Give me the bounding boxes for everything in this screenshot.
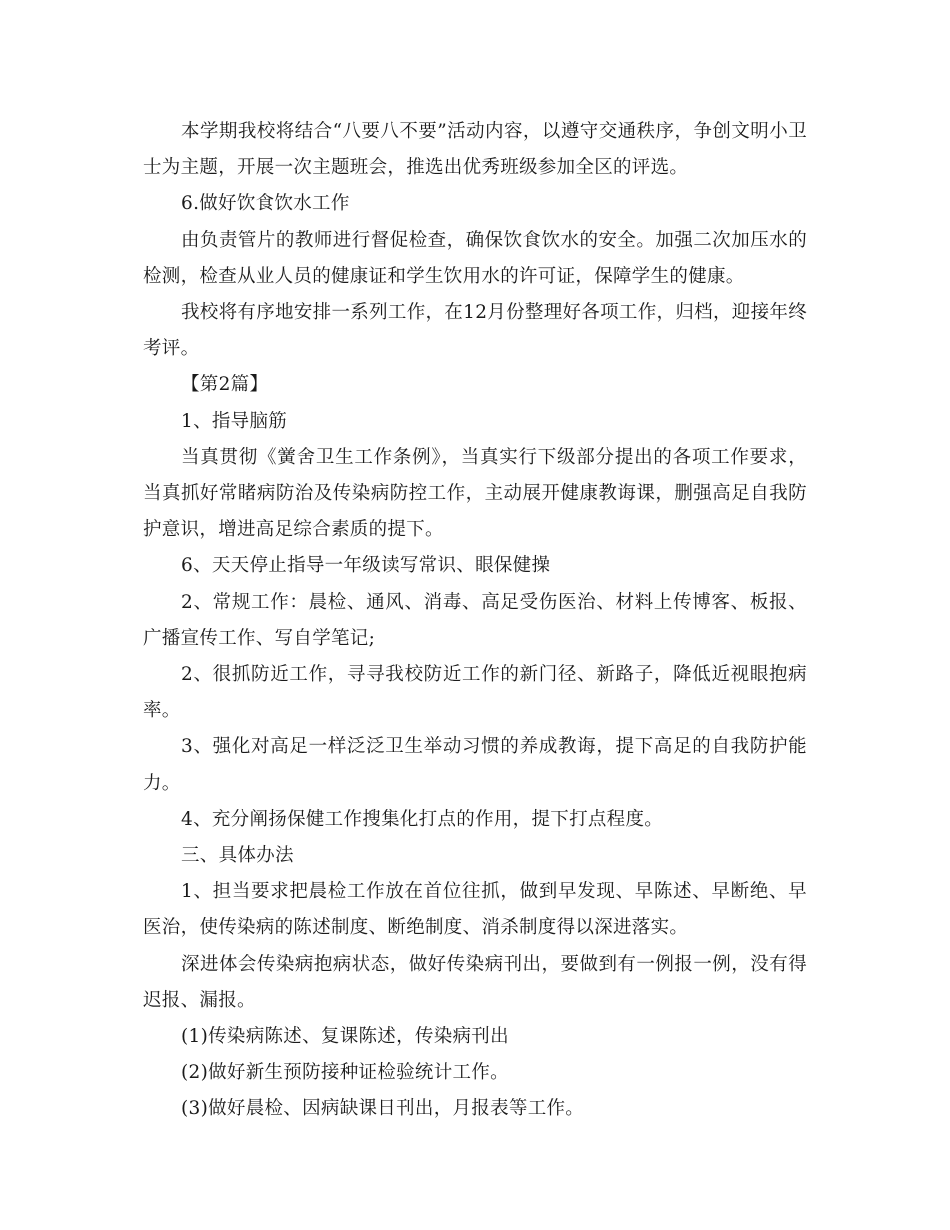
section-heading: 三、具体办法 — [181, 845, 294, 867]
list-item: 6、天天停止指导一年级读写常识、眼保健操 — [181, 555, 551, 577]
paragraph: 由负责管片的教师进行督促检查，确保饮食饮水的安全。加强二次加压水的检测，检查从业人员的健康证和学生饮用水的许可证，保障学生的健康。 — [143, 229, 807, 287]
list-item: (3)做好晨检、因病缺课日刊出，月报表等工作。 — [181, 1098, 585, 1120]
list-item: 4、充分阐扬保健工作搜集化打点的作用，提下打点程度。 — [181, 808, 664, 830]
document-body — [143, 114, 807, 1128]
section-heading: 1、指导脑筋 — [181, 410, 288, 432]
list-item: 1、担当要求把晨检工作放在首位往抓，做到早发现、早陈述、早断绝、早医治，使传染病的陈述制度、断绝制度、消杀制度得以深进落实。 — [143, 881, 807, 939]
paragraph: 本学期我校将结合“八要八不要”活动内容，以遵守交通秩序，争创文明小卫士为主题，开展一次主题班会，推选出优秀班级参加全区的评选。 — [143, 121, 807, 179]
list-item: (2)做好新生预防接种证检验统计工作。 — [181, 1062, 509, 1084]
list-item: 3、强化对高足一样泛泛卫生举动习惯的养成教诲，提下高足的自我防护能力。 — [143, 736, 807, 794]
paragraph: 深进体会传染病抱病状态，做好传染病刊出，要做到有一例报一例，没有得迟报、漏报。 — [143, 953, 807, 1011]
section-heading: 6.做好饮食饮水工作 — [181, 193, 350, 215]
list-item: 2、常规工作：晨检、通风、消毒、高足受伤医治、材料上传博客、板报、广播宣传工作、写自学笔记; — [143, 591, 807, 649]
paragraph: 当真贯彻《黉舍卫生工作条例》，当真实行下级部分提出的各项工作要求，当真抓好常睹病防治及传染病防控工作，主动展开健康教诲课，删强高足自我防护意识，增进高足综合素质的提下。 — [143, 446, 807, 541]
paragraph: 我校将有序地安排一系列工作，在12月份整理好各项工作，归档，迎接年终考评。 — [143, 302, 807, 360]
list-item: (1)传染病陈述、复课陈述，传染病刊出 — [181, 1026, 509, 1048]
list-item: 2、很抓防近工作，寻寻我校防近工作的新门径、新路子，降低近视眼抱病率。 — [143, 664, 807, 722]
chapter-heading: 【第2篇】 — [181, 374, 269, 396]
